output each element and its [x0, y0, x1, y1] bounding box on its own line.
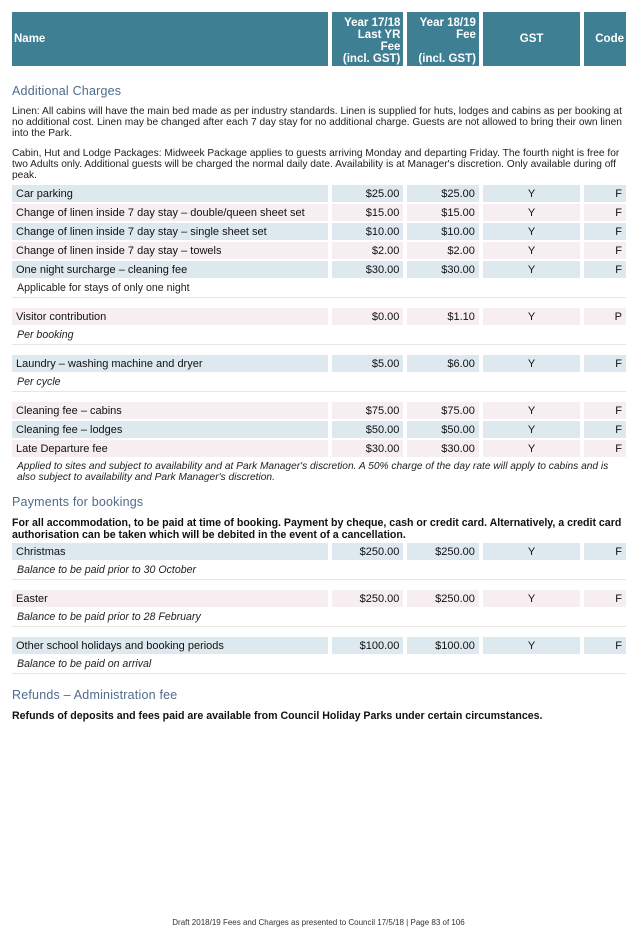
- header-ly-line1: Year 17/18: [344, 16, 401, 29]
- row-fee: $6.00: [407, 355, 479, 372]
- row-name: Christmas: [12, 543, 328, 560]
- row-name: Other school holidays and booking periods: [12, 637, 328, 654]
- divider: [12, 344, 626, 345]
- row-name: Change of linen inside 7 day stay – towels: [12, 242, 328, 259]
- row-fee: $25.00: [407, 185, 479, 202]
- row-last-year-fee: $250.00: [332, 590, 404, 607]
- row-fee: $2.00: [407, 242, 479, 259]
- row-code: F: [584, 421, 626, 438]
- row-gst: Y: [483, 355, 580, 372]
- fee-row: [12, 402, 626, 419]
- row-code: F: [584, 204, 626, 221]
- fees-page: [12, 12, 626, 724]
- row-last-year-fee: $100.00: [332, 637, 404, 654]
- row-code: F: [584, 242, 626, 259]
- row-fee: $100.00: [407, 637, 479, 654]
- row-gst: Y: [483, 204, 580, 221]
- divider: [12, 579, 626, 580]
- row-gst: Y: [483, 440, 580, 457]
- packages-paragraph: Cabin, Hut and Lodge Packages: Midweek Package applies to guests arriving Monday and departing Friday. The fourth night is free for two Adults only. Additional guests will be charged the normal daily date. Availability is at Manager's discretion. Only available during off peak.: [12, 148, 620, 181]
- row-fee: $30.00: [407, 440, 479, 457]
- row-last-year-fee: $2.00: [332, 242, 404, 259]
- fee-row: [12, 543, 626, 560]
- row-fee: $75.00: [407, 402, 479, 419]
- linen-paragraph: Linen: All cabins will have the main bed made as per industry standards. Linen is supplied for huts, lodges and cabins as per booking at no additional cost. Linen may be changed after each 7 day stay for no additional charge. Guests are not allowed to bring their own linen into the Park.: [12, 106, 622, 139]
- row-name: Car parking: [12, 185, 328, 202]
- header-name: Name: [12, 12, 328, 66]
- row-gst: Y: [483, 308, 580, 325]
- row-code: F: [584, 440, 626, 457]
- row-note: Balance to be paid on arrival: [17, 658, 152, 670]
- row-fee: $50.00: [407, 421, 479, 438]
- row-code: P: [584, 308, 626, 325]
- header-fee-line1: Year 18/19: [419, 16, 476, 29]
- header-fee-line2: Fee: [456, 28, 476, 41]
- section-title-additional-charges: Additional Charges: [12, 84, 122, 98]
- divider: [12, 673, 626, 674]
- fee-row: [12, 261, 626, 278]
- row-fee: $10.00: [407, 223, 479, 240]
- divider: [12, 626, 626, 627]
- header-code: Code: [584, 12, 626, 66]
- row-name: Change of linen inside 7 day stay – double/queen sheet set: [12, 204, 328, 221]
- row-code: F: [584, 543, 626, 560]
- row-name: Cleaning fee – cabins: [12, 402, 328, 419]
- row-fee: $250.00: [407, 590, 479, 607]
- row-last-year-fee: $250.00: [332, 543, 404, 560]
- row-last-year-fee: $15.00: [332, 204, 404, 221]
- row-gst: Y: [483, 543, 580, 560]
- row-name: Easter: [12, 590, 328, 607]
- refunds-paragraph: Refunds of deposits and fees paid are available from Council Holiday Parks under certain circumstances.: [12, 710, 543, 722]
- row-code: F: [584, 590, 626, 607]
- header-current-fee: [407, 12, 479, 66]
- row-last-year-fee: $30.00: [332, 261, 404, 278]
- header-fee-line4: (incl. GST): [418, 52, 476, 65]
- row-note: Per booking: [17, 329, 74, 341]
- header-last-year-fee: [332, 12, 404, 66]
- row-gst: Y: [483, 261, 580, 278]
- fee-row: [12, 242, 626, 259]
- fee-row: [12, 590, 626, 607]
- row-note: Per cycle: [17, 376, 61, 388]
- row-code: F: [584, 355, 626, 372]
- fee-row: [12, 421, 626, 438]
- row-last-year-fee: $30.00: [332, 440, 404, 457]
- fee-row: [12, 223, 626, 240]
- row-last-year-fee: $50.00: [332, 421, 404, 438]
- row-gst: Y: [483, 590, 580, 607]
- header-ly-line2: Last YR: [357, 28, 401, 41]
- divider: [12, 391, 626, 392]
- fee-row: [12, 185, 626, 202]
- row-name: Laundry – washing machine and dryer: [12, 355, 328, 372]
- payments-paragraph: For all accommodation, to be paid at time of booking. Payment by cheque, cash or credit card. Alternatively, a credit card authorisation can be taken which will be debited in the event of a cancellation.: [12, 517, 622, 541]
- row-name: Cleaning fee – lodges: [12, 421, 328, 438]
- row-code: F: [584, 402, 626, 419]
- row-note: Balance to be paid prior to 30 October: [17, 564, 197, 576]
- section-title-payments: Payments for bookings: [12, 495, 144, 509]
- row-code: F: [584, 223, 626, 240]
- fee-row: [12, 308, 626, 325]
- row-code: F: [584, 185, 626, 202]
- row-gst: Y: [483, 637, 580, 654]
- fee-row: [12, 204, 626, 221]
- row-name: Visitor contribution: [12, 308, 328, 325]
- row-fee: $15.00: [407, 204, 479, 221]
- row-fee: $30.00: [407, 261, 479, 278]
- header-gst: GST: [483, 12, 580, 66]
- row-fee: $250.00: [407, 543, 479, 560]
- row-gst: Y: [483, 402, 580, 419]
- fee-row: [12, 637, 626, 654]
- row-gst: Y: [483, 242, 580, 259]
- row-gst: Y: [483, 185, 580, 202]
- row-code: F: [584, 261, 626, 278]
- table-header: [12, 12, 626, 66]
- row-note: Balance to be paid prior to 28 February: [17, 611, 201, 623]
- page-footer: Draft 2018/19 Fees and Charges as presented to Council 17/5/18 | Page 83 of 106: [172, 918, 465, 927]
- section-title-refunds: Refunds – Administration fee: [12, 688, 178, 702]
- row-name: Change of linen inside 7 day stay – single sheet set: [12, 223, 328, 240]
- row-fee: $1.10: [407, 308, 479, 325]
- row-name: Late Departure fee: [12, 440, 328, 457]
- row-name: One night surcharge – cleaning fee: [12, 261, 328, 278]
- row-gst: Y: [483, 421, 580, 438]
- row-note: Applied to sites and subject to availability and at Park Manager's discretion. A 50% charge of the day rate will apply to cabins and is also subject to availability and Park Manager's discretion.: [17, 461, 609, 483]
- row-last-year-fee: $75.00: [332, 402, 404, 419]
- fee-row: [12, 440, 626, 457]
- row-note: Applicable for stays of only one night: [17, 282, 190, 294]
- header-ly-line3: Fee: [380, 40, 401, 53]
- header-fee-line3: [407, 41, 476, 53]
- row-last-year-fee: $10.00: [332, 223, 404, 240]
- row-gst: Y: [483, 223, 580, 240]
- header-ly-line4: (incl. GST): [342, 52, 401, 65]
- fee-row: [12, 355, 626, 372]
- row-last-year-fee: $25.00: [332, 185, 404, 202]
- row-code: F: [584, 637, 626, 654]
- row-last-year-fee: $5.00: [332, 355, 404, 372]
- divider: [12, 297, 626, 298]
- row-last-year-fee: $0.00: [332, 308, 404, 325]
